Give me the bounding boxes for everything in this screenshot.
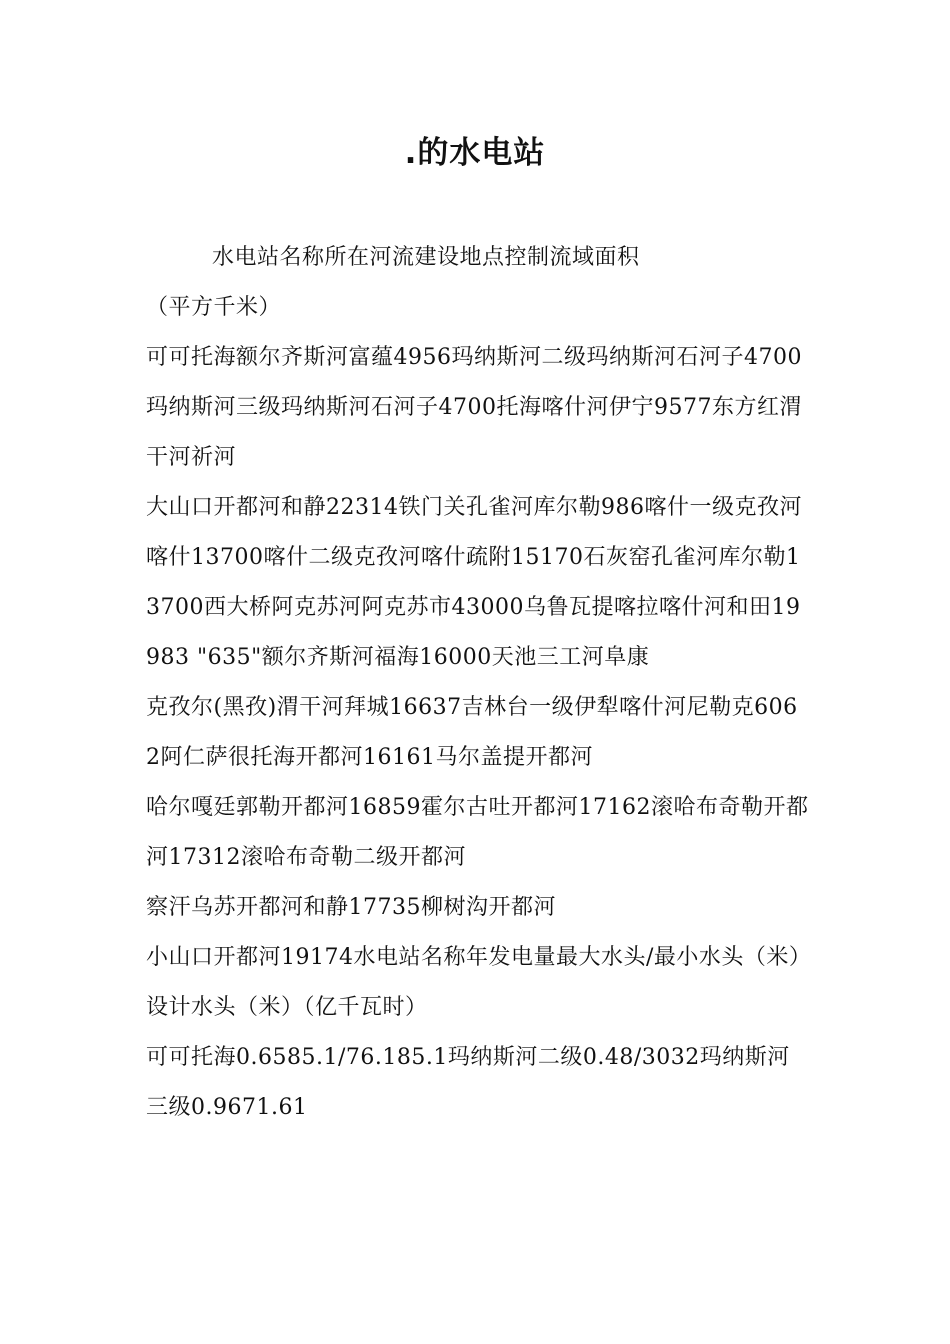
- paragraph-stations-2: 大山口开都河和静22314铁门关孔雀河库尔勒986喀什一级克孜河喀什13700喀什二级克孜河喀什疏附15170石灰窑孔雀河库尔勒13700西大桥阿克苏河阿克苏市43000乌鲁瓦提喀拉喀什河和田19983 "635"额尔齐斯河福海16000天池三工河阜康: [146, 495, 802, 670]
- document-title: .的水电站: [404, 135, 546, 171]
- paragraph-header: 水电站名称所在河流建设地点控制流域面积: [212, 245, 640, 270]
- paragraph-stations-5: 察汗乌苏开都河和静17735柳树沟开都河: [146, 895, 556, 920]
- paragraph-stations-3: 克孜尔(黑孜)渭干河拜城16637吉林台一级伊犁喀什河尼勒克6062阿仁萨很托海开都河16161马尔盖提开都河: [146, 695, 798, 770]
- paragraph-stations-6: 小山口开都河19174水电站名称年发电量最大水头/最小水头（米）设计水头（米）（亿千瓦时）: [146, 945, 801, 1020]
- paragraph-unit: （平方千米）: [146, 295, 282, 320]
- paragraph-generation: 可可托海0.6585.1/76.185.1玛纳斯河二级0.48/3032玛纳斯河三级0.9671.61: [146, 1045, 790, 1120]
- document-body: [146, 233, 810, 1133]
- paragraph-stations-4: 哈尔嘎廷郭勒开都河16859霍尔古吐开都河17162滚哈布奇勒开都河17312滚哈布奇勒二级开都河: [146, 795, 809, 870]
- paragraph-stations-1: 可可托海额尔齐斯河富蕴4956玛纳斯河二级玛纳斯河石河子4700玛纳斯河三级玛纳斯河石河子4700托海喀什河伊宁9577东方红渭干河祈河: [146, 345, 802, 470]
